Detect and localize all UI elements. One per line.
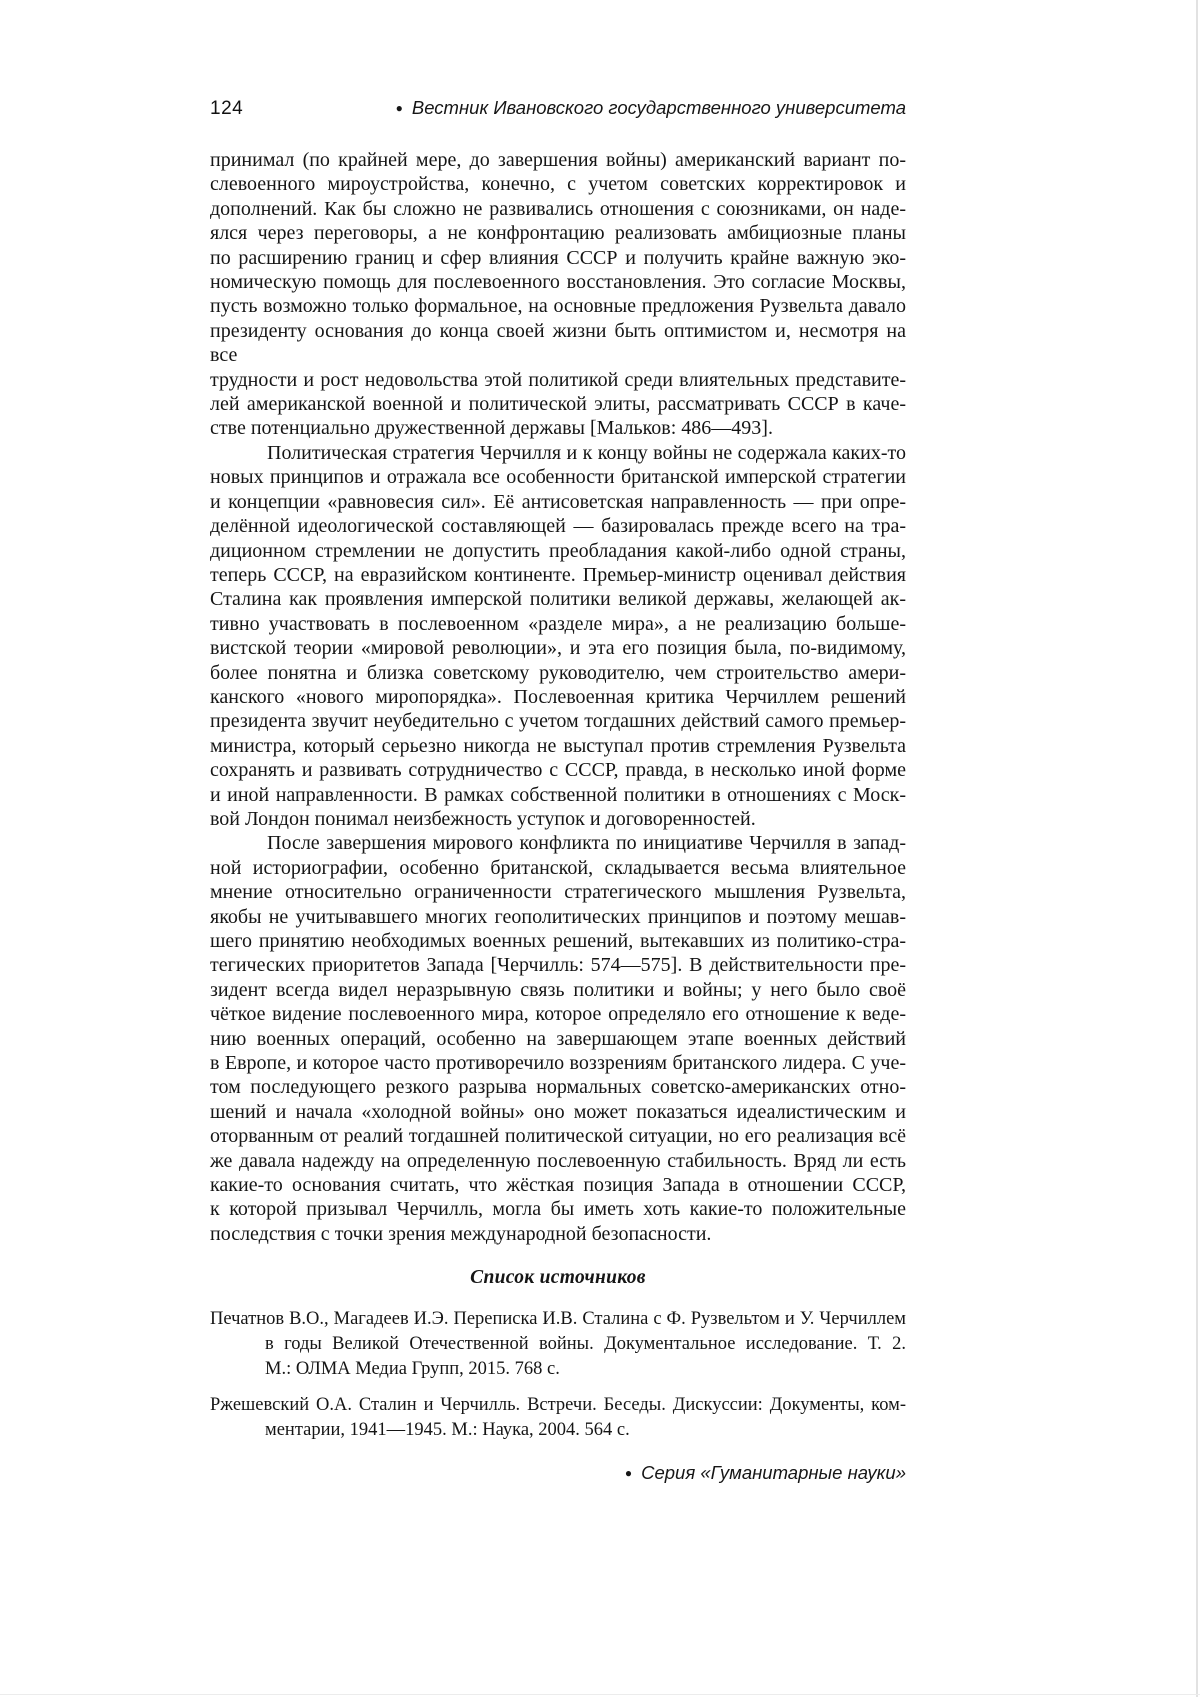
series-title-text: Серия «Гуманитарные науки» [641,1462,906,1484]
text-line: президента звучит неубедительно с учетом тогдашних действий самого премьер- [210,710,906,733]
text-line: оторванным от реалий тогдашней политической ситуации, но его реализация всё [210,1125,906,1148]
text-line: по расширению границ и сфер влияния СССР и получить крайне важную эко- [210,246,906,269]
text-line: тегических приоритетов Запада [Черчилль: 574—575]. В действительности пре- [210,954,906,977]
scan-edge-artifact [0,1694,1200,1695]
bullet-icon: ● [624,1466,633,1481]
text-line: слевоенного мироустройства, конечно, с учетом советских корректировок и [210,173,906,196]
bullet-icon: ● [395,101,403,115]
text-line: зидент всегда видел неразрывную связь политики и войны; у него было своё [210,978,906,1001]
journal-header [396,97,906,119]
text-line: в годы Великой Отечественной войны. Документальное исследование. Т. 2. [265,1334,906,1355]
text-line: делённой идеологической составляющей — базировалась прежде всего на тра- [210,515,906,538]
text-line: пусть возможно только формальное, на основные предложения Рузвельта давало [210,295,906,318]
text-line: М.: ОЛМА Медиа Групп, 2015. 768 с. [265,1359,560,1380]
journal-title-text: Вестник Ивановского государственного университета [411,97,906,118]
text-line: принимал (по крайней мере, до завершения войны) американский вариант по- [210,149,906,171]
text-line: более понятна и близка советскому руководителю, чем строительство амери- [210,661,906,684]
reference-list [210,1307,906,1443]
page-number: 124 [210,98,244,119]
text-line: ялся через переговоры, а не конфронтацию реализовать амбициозные планы [210,222,906,245]
text-line: Ржешевский О.А. Сталин и Черчилль. Встречи. Беседы. Дискуссии: Документы, ком- [210,1395,906,1416]
paragraph [210,441,906,832]
text-line: трудности и рост недовольства этой политикой среди влиятельных представите- [210,368,906,391]
text-line: и концепции «равновесия сил». Её антисоветская направленность — при опре- [210,490,906,513]
text-line: диционном стремлении не допустить преобладания какой-либо одной страны, [210,539,906,562]
running-head [210,97,906,123]
text-line: чёткое видение послевоенного мира, которое определяло его отношение к веде- [210,1003,906,1026]
text-line: канского «нового миропорядка». Послевоенная критика Черчиллем решений [210,685,906,708]
text-line: якобы не учитывавшего многих геополитических принципов и поэтому мешав- [210,905,906,928]
scan-edge-artifact [1196,0,1198,1697]
text-line: стве потенциально дружественной державы [Мальков: 486—493]. [210,417,773,440]
text-line: мнение относительно ограниченности стратегического мышления Рузвельта, [210,881,906,904]
text-line: какие-то основания считать, что жёсткая позиция Запада в отношении СССР, [210,1174,906,1197]
text-line: же давала надежду на определенную послевоенную стабильность. Вряд ли есть [210,1149,906,1172]
page-content [210,97,906,1484]
text-line: президенту основания до конца своей жизни быть оптимистом и, несмотря на все [210,319,906,367]
text-line: вистской теории «мировой революции», и эта его позиция была, по-видимому, [210,637,906,660]
text-line: к которой призывал Черчилль, могла бы иметь хоть какие-то положительные [210,1198,906,1221]
article-body [210,148,906,1246]
text-line: вой Лондон понимал неизбежность уступок и договоренностей. [210,807,756,830]
text-line: и иной направленности. В рамках собственной политики в отношениях с Моск- [210,783,906,806]
running-foot [210,1462,906,1484]
reference-entry [210,1393,906,1443]
text-line: шего принятию необходимых военных решений, вытекавших из политико-стра- [210,930,906,952]
text-line: последствия с точки зрения международной безопасности. [210,1222,712,1245]
text-line: ной историографии, особенно британской, складывается весьма влиятельное [210,856,906,879]
text-line: том последующего резкого разрыва нормальных советско-американских отно- [210,1076,906,1099]
text-line: Печатнов В.О., Магадеев И.Э. Переписка И.В. Сталина с Ф. Рузвельтом и У. Черчиллем [210,1309,906,1330]
text-line: шений и начала «холодной войны» оно может показаться идеалистическим и [210,1100,906,1123]
paragraph [210,148,906,441]
text-line: в Европе, и которое часто противоречило воззрениям британского лидера. С уче- [210,1052,906,1075]
text-line: Сталина как проявления имперской политики великой державы, желающей ак- [210,588,906,611]
text-line: новых принципов и отражала все особенности британской имперской стратегии [210,466,906,489]
text-line: номическую помощь для послевоенного восстановления. Это согласие Москвы, [210,271,906,294]
text-line: Политическая стратегия Черчилля и к концу войны не содержала каких-то [267,441,906,464]
sources-heading: Список источников [470,1267,646,1289]
text-line: дополнений. Как бы сложно не развивались отношения с союзниками, он наде- [210,197,906,220]
text-line: лей американской военной и политической элиты, рассматривать СССР в каче- [210,393,906,416]
text-line: сохранять и развивать сотрудничество с СССР, правда, в несколько иной форме [210,759,906,782]
text-line: министра, который серьезно никогда не выступал против стремления Рузвельта [210,734,906,757]
text-line: теперь СССР, на евразийском континенте. Премьер-министр оценивал действия [210,563,906,586]
text-line: тивно участвовать в послевоенном «разделе мира», а не реализацию больше- [210,612,906,635]
paragraph [210,831,906,1246]
text-line: ментарии, 1941—1945. М.: Наука, 2004. 564 с. [265,1420,630,1441]
text-line: нию военных операций, особенно на завершающем этапе военных действий [210,1027,906,1050]
reference-entry [210,1307,906,1382]
text-line: После завершения мирового конфликта по инициативе Черчилля в запад- [267,832,906,855]
